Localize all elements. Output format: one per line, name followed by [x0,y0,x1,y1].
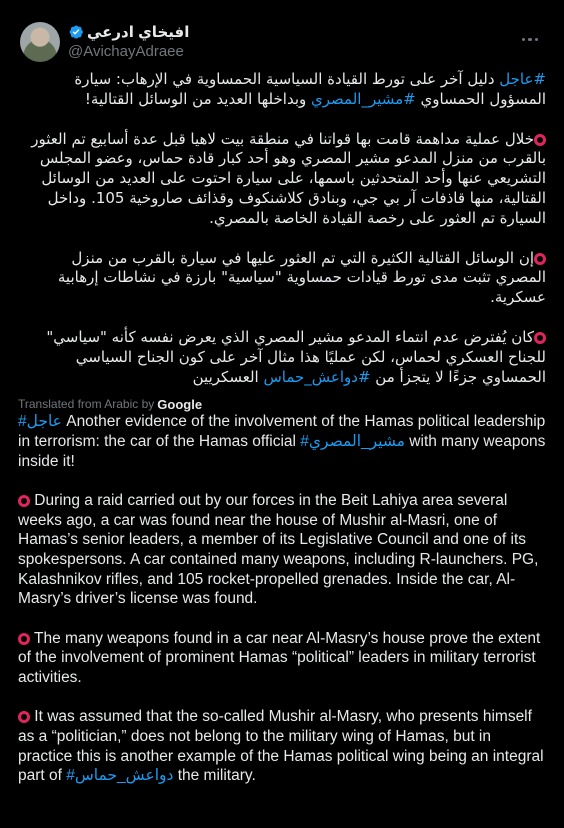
arabic-text-span: العسكريين [192,367,264,386]
more-options-icon[interactable] [520,28,540,36]
hashtag-link[interactable]: #عاجل [499,70,546,88]
hashtag-link[interactable]: #مشير_المصري [311,89,416,108]
translation-label: Translated from Arabic by [18,397,155,412]
hashtag-link[interactable]: #مشير_المصري [300,432,405,450]
english-text-span: the military. [173,767,256,785]
english-text-span: During a raid carried out by our forces in the Beit Lahiya area several weeks ago, a car was found near the house of Mushir al-Masri, one of Hamas’s senior leaders, a member of its Legislative Council and one of its spokespersons. A car contained many weapons, including R-launchers. PG, Kalashnikov rifles, and 105 rocket-propelled grenades. Inside the car, Al-Masry’s driver’s license was found. [18,492,539,608]
handle[interactable]: @AvichayAdraee [68,43,184,60]
english-paragraph-1 [18,412,546,471]
english-text-span: Another evidence of the involvement of the Hamas political leadership in terrorism: the car of the Hamas official [18,413,546,450]
english-text-span: with many weapons inside it! [18,432,546,470]
translation-attribution [18,396,546,412]
arabic-paragraph-2 [18,130,546,229]
translation-provider: Google [157,396,203,412]
arabic-text-span: خلال عملية مداهمة قامت بها قواتنا في منطقة بيت لاهيا قبل عدة أسابيع تم العثور بالقرب من منزل المدعو مشير المصري وهو أحد كبار قادة حماس، وعضو المجلس التشريعي عنها وأحد المتحدثين باسمها، على سيارة احتوت على العديد من الوسائل القتالية، منها قاذفات آر بي جي، وبنادق كلاشنكوف وقذائف صاروخية 105. وداخل السيارة تم العثور على رخصة القيادة الخاصة بالمصري. [31,129,546,227]
red-circle-icon [18,633,30,645]
arabic-paragraph-4 [18,328,546,387]
author-names [68,22,189,60]
red-circle-icon [534,253,546,265]
arabic-text-span: وبداخلها العديد من الوسائل القتالية! [84,89,312,108]
avatar[interactable] [20,22,60,62]
red-circle-icon [18,495,30,507]
tweet-header [18,0,546,70]
hashtag-link[interactable]: #دواعش_حماس [66,767,174,785]
arabic-text-span: كان يُفترض عدم انتماء المدعو مشير المصري الذي يعرض نفسه كأنه "سياسي" للجناح العسكري لحماس، لكن عمليًا هذا مثال آخر على كون الجناح السياسي الحمساوي جزءًا لا يتجزأ من [46,327,546,386]
red-circle-icon [18,711,30,723]
english-paragraph-4 [18,707,546,785]
display-name[interactable]: افيخاي ادرعي [87,24,190,41]
red-circle-icon [534,332,546,344]
hashtag-link[interactable]: #عاجل [18,413,62,431]
english-text-span: The many weapons found in a car near Al-Masry’s house prove the extent of the involvement of prominent Hamas “political” leaders in military terrorist activities. [18,629,541,686]
english-text [18,412,546,786]
english-paragraph-2 [18,491,546,609]
arabic-text [18,70,546,387]
verified-badge-icon [68,24,84,40]
english-text-span: It was assumed that the so-called Mushir al-Masry, who presents himself as a “politician,” does not belong to the military wing of Hamas, but in practice this is another example of the Hamas political wing being an integral part of [18,708,544,785]
red-circle-icon [534,134,546,146]
hashtag-link[interactable]: #دواعش_حماس [263,367,371,386]
arabic-text-span: إن الوسائل القتالية الكثيرة التي تم العثور عليها في سيارة بالقرب من منزل المصري تثبت مدى تورط قيادات حمساوية "سياسية" بارزة في نشاطات إرهابية عسكرية. [57,248,546,307]
display-name-row[interactable] [68,22,189,42]
arabic-text-span: دليل آخر على تورط القيادة السياسية الحمساوية في الإرهاب: سيارة المسؤول الحمساوي [74,70,546,108]
arabic-paragraph-3 [18,249,546,308]
english-paragraph-3 [18,629,546,688]
arabic-paragraph-1 [18,70,546,110]
